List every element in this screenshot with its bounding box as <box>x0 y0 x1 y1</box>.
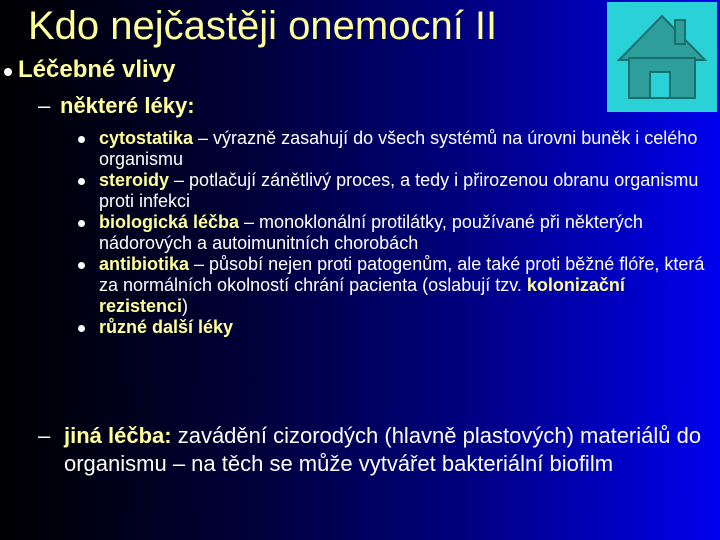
slide-title: Kdo nejčastěji onemocní II <box>28 4 498 48</box>
bullet-icon <box>78 220 85 227</box>
bullet-icon <box>78 136 85 143</box>
list-item <box>78 212 714 254</box>
dash-marker: – <box>38 423 51 448</box>
other-term: jiná léčba: <box>64 423 172 448</box>
drug-term: antibiotika <box>99 254 190 274</box>
other-treatment-item <box>38 422 718 478</box>
drug-desc-end: ) <box>182 296 189 316</box>
list-item <box>78 254 714 317</box>
drug-desc: – monoklonální protilátky, používané při některých nádorových a autoimunitních chorobách <box>99 212 643 253</box>
list-item <box>78 317 714 338</box>
drug-term: biologická léčba <box>99 212 240 232</box>
drug-desc: – působí nejen proti patogenům, ale také proti běžné flóře, která za normálních okolností chrání pacienta (oslabují tzv. <box>99 254 705 295</box>
home-icon <box>607 2 717 112</box>
bullet-icon <box>78 325 85 332</box>
home-button[interactable] <box>607 2 717 112</box>
drug-term-highlight: kolonizační rezistenci <box>99 275 625 316</box>
drug-term: steroidy <box>99 170 170 190</box>
drug-list <box>78 128 714 338</box>
list-item <box>78 128 714 170</box>
drug-desc: – potlačují zánětlivý proces, a tedy i přirozenou obranu organismu proti infekci <box>99 170 699 211</box>
other-treatment-text <box>64 422 718 478</box>
drug-term: různé další léky <box>99 317 234 337</box>
dash-marker: – <box>38 93 51 118</box>
list-item <box>78 170 714 212</box>
level2-item <box>38 93 195 119</box>
drug-term: cytostatika <box>99 128 194 148</box>
level2-text: některé léky: <box>60 93 195 118</box>
level1-text: Léčebné vlivy <box>18 56 176 83</box>
bullet-icon <box>4 68 12 76</box>
level1-item <box>4 56 175 84</box>
bullet-icon <box>78 178 85 185</box>
drug-desc: – výrazně zasahují do všech systémů na úrovni buněk i celého organismu <box>99 128 698 169</box>
bullet-icon <box>78 262 85 269</box>
other-desc: zavádění cizorodých (hlavně plastových) materiálů do organismu – na těch se může vytvářet bakteriální biofilm <box>64 423 702 476</box>
